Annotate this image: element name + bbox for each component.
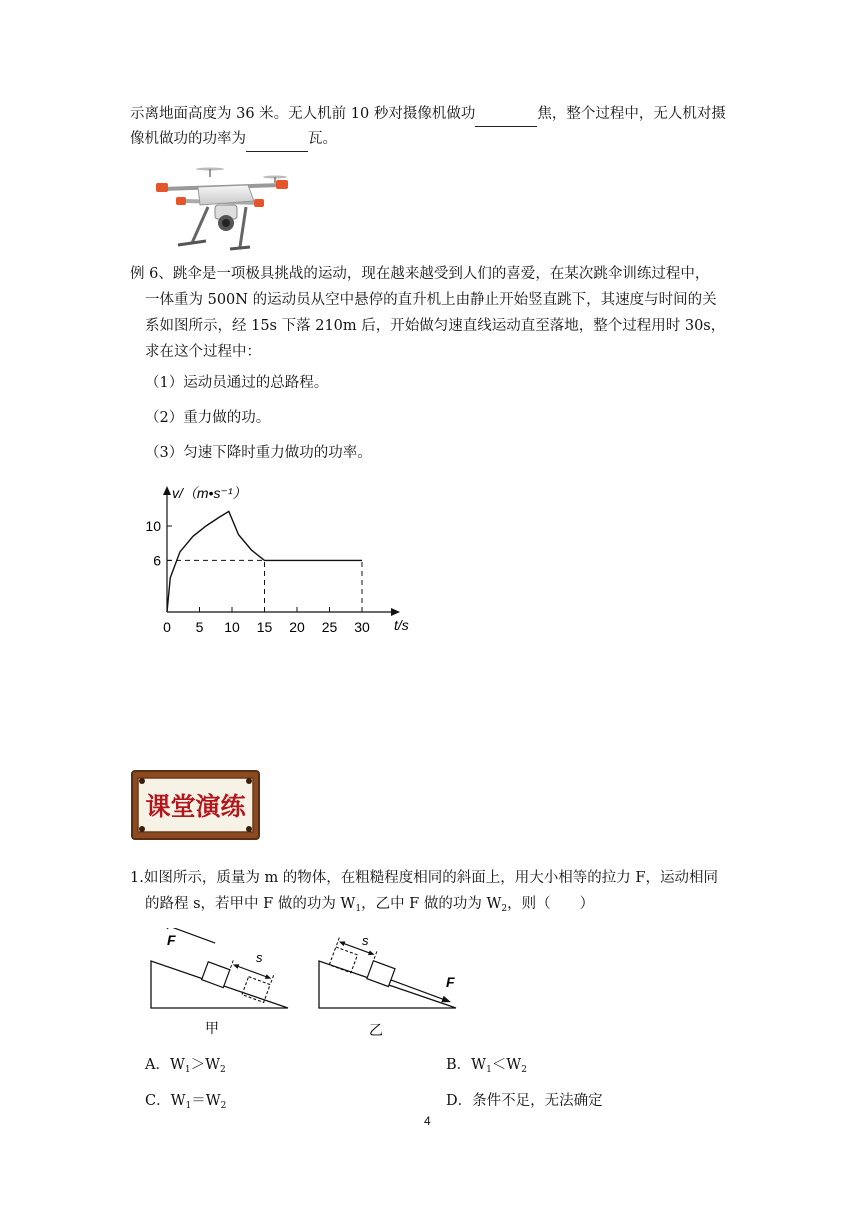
- option-b[interactable]: [446, 1053, 527, 1082]
- y-axis-label: v/（m•s⁻¹）: [172, 485, 247, 501]
- section-sign-title: 课堂演练: [145, 792, 246, 821]
- distance-label: s: [362, 933, 369, 948]
- x-tick-label: 20: [289, 619, 305, 635]
- text-segment: 的路程 s，若甲中 F 做的功为 W: [145, 896, 356, 912]
- option-text: W: [471, 1057, 487, 1073]
- example6-line1: 例 6、跳伞是一项极具挑战的运动，现在越来越受到人们的喜爱，在某次跳伞训练过程中，: [130, 266, 710, 282]
- drone-image: [150, 163, 300, 251]
- example6-line4: 求在这个过程中：: [145, 344, 261, 360]
- subscript: 2: [220, 1065, 226, 1075]
- x-tick-label: 30: [354, 619, 370, 635]
- x-tick-label: 5: [195, 619, 204, 635]
- option-letter: A．: [145, 1057, 170, 1073]
- x-tick-label: 15: [256, 619, 273, 635]
- x-axis-arrow: [391, 608, 400, 616]
- y-tick-label: 6: [153, 552, 161, 569]
- y-axis-arrow: [163, 486, 171, 495]
- example6-question-1: （1）运动员通过的总路程。: [145, 375, 329, 391]
- option-d[interactable]: [446, 1089, 603, 1113]
- example6-line2: 一体重为 500N 的运动员从空中悬停的直升机上由静止开始竖直跳下，其速度与时间的关: [145, 292, 717, 308]
- option-text: W: [169, 1057, 185, 1073]
- subscript: 2: [521, 1065, 527, 1075]
- x-tick-label: 25: [321, 619, 338, 635]
- option-text: W: [205, 1093, 221, 1109]
- block-solid: [367, 961, 395, 987]
- option-text: W: [506, 1057, 522, 1073]
- subscript: 1: [184, 1065, 191, 1075]
- subscript: 2: [501, 904, 508, 914]
- option-operator: ＝: [191, 1093, 206, 1109]
- option-text: W: [205, 1057, 221, 1073]
- text-segment: 示离地面高度为 36 米。无人机前 10 秒对摄像机做功: [130, 106, 476, 122]
- block-solid: [202, 962, 230, 988]
- x-tick-label: 0: [163, 619, 171, 635]
- series-velocity-line: [167, 511, 362, 612]
- text-segment: 瓦。: [308, 131, 337, 147]
- page-number: 4: [424, 1114, 431, 1128]
- caption-jia: 甲: [205, 1021, 219, 1037]
- text-segment: 像机做功的功率为: [130, 131, 246, 147]
- caption-yi: 乙: [369, 1023, 383, 1038]
- distance-label: s: [256, 950, 263, 965]
- option-a[interactable]: [145, 1053, 226, 1082]
- example6-question-2: （2）重力做的功。: [145, 410, 271, 426]
- subscript: 2: [220, 1101, 227, 1111]
- subscript: 1: [185, 1101, 192, 1111]
- incline-figure: [145, 928, 475, 1038]
- prev-problem-line1: [130, 102, 726, 127]
- force-label: F: [446, 974, 455, 990]
- option-operator: ＞: [190, 1057, 206, 1073]
- text-segment: ，则（ ）: [507, 896, 595, 912]
- option-c[interactable]: [145, 1089, 226, 1118]
- text-segment: 焦，整个过程中，无人机对摄: [537, 106, 726, 122]
- x-tick-label: 10: [224, 619, 240, 635]
- block-dashed: [242, 977, 270, 1003]
- answer-blank-work[interactable]: [475, 102, 537, 127]
- section-sign-board: [130, 769, 261, 841]
- answer-blank-power[interactable]: [246, 127, 308, 152]
- option-text: 条件不足，无法确定: [472, 1093, 603, 1109]
- option-operator: ＜: [491, 1057, 507, 1073]
- option-letter: B．: [446, 1057, 472, 1073]
- example6-question-3: （3）匀速下降时重力做功的功率。: [145, 445, 372, 461]
- subscript: 1: [355, 904, 362, 914]
- option-letter: D．: [446, 1093, 473, 1109]
- y-tick-label: 10: [145, 518, 161, 534]
- prev-problem-line2: [130, 127, 337, 152]
- problem1-line1: 1.如图所示，质量为 m 的物体，在粗糙程度相同的斜面上，用大小相等的拉力 F，运动相同: [130, 870, 718, 886]
- incline-jia: [147, 928, 288, 1037]
- x-axis-label: t/s: [394, 617, 409, 633]
- velocity-time-chart: [130, 478, 420, 638]
- example6-line3: 系如图所示，经 15s 下落 210m 后，开始做匀速直线运动直至落地，整个过程用时 30s，: [145, 318, 726, 334]
- force-arrow: [160, 928, 171, 929]
- problem1-line2: [145, 892, 594, 921]
- subscript: 1: [486, 1065, 492, 1075]
- option-text: W: [170, 1093, 186, 1109]
- text-segment: ，乙中 F 做的功为 W: [361, 896, 502, 912]
- force-label: F: [167, 932, 176, 948]
- incline-yi: [319, 933, 459, 1038]
- option-letter: C．: [145, 1093, 171, 1109]
